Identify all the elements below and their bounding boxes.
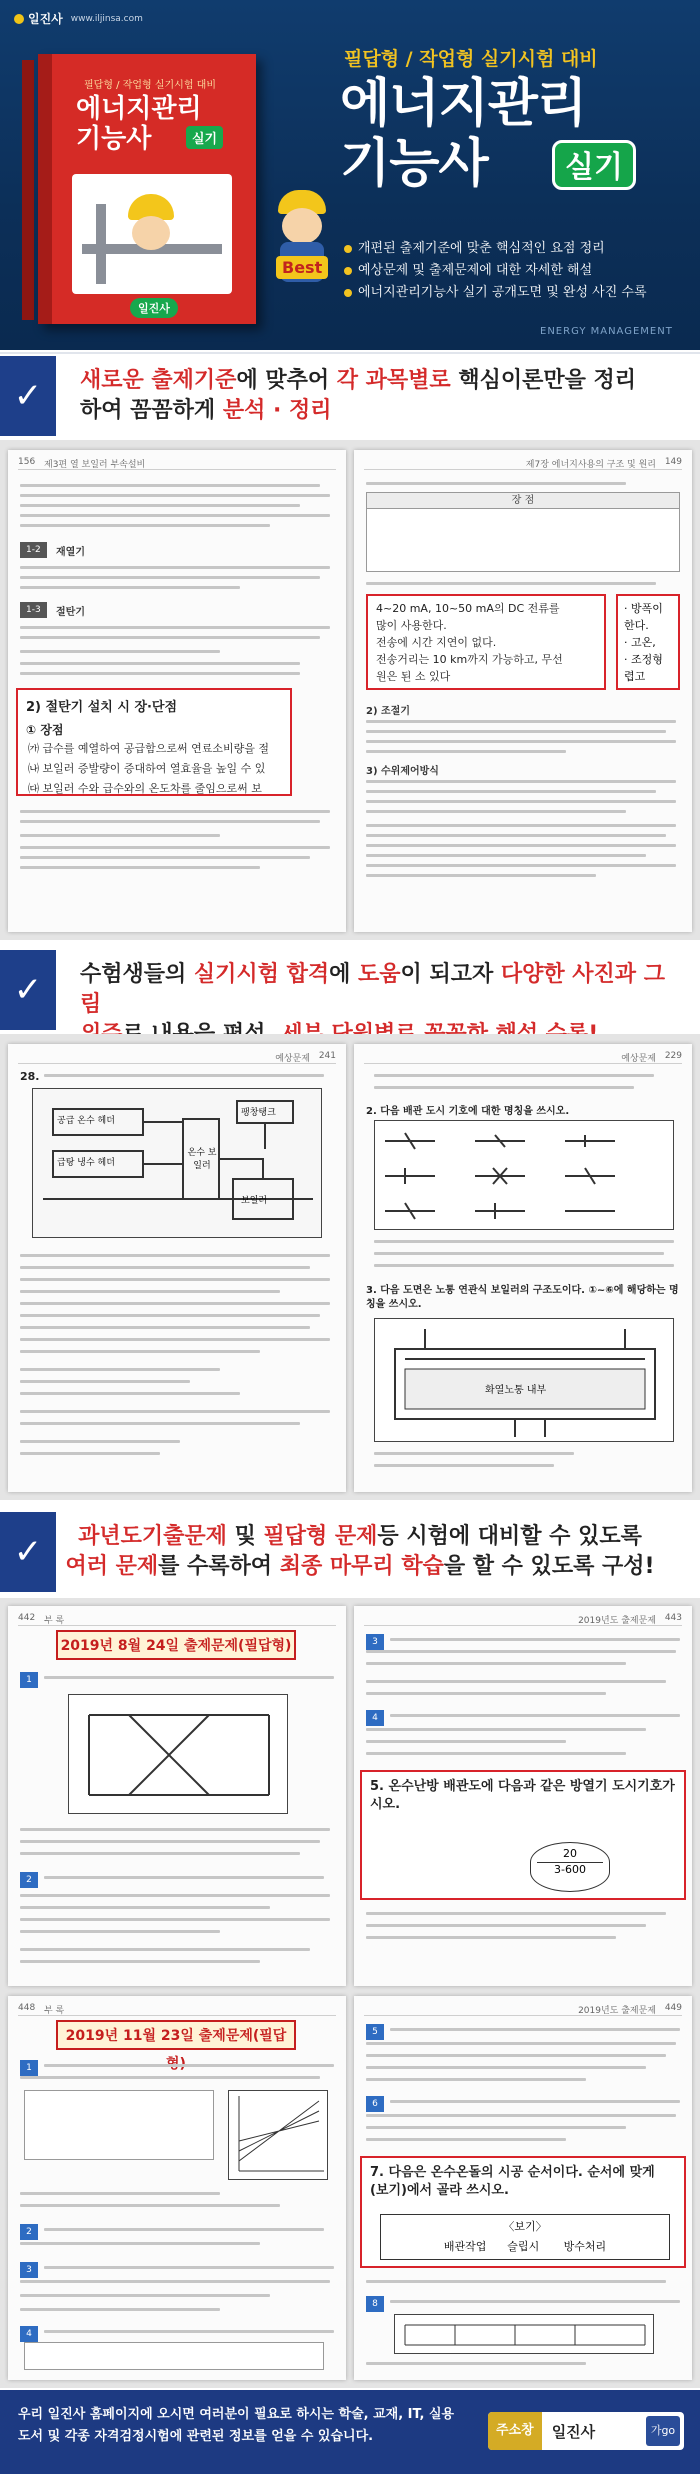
- book-cover: [38, 54, 256, 324]
- page-header-title: 2019년도 출제문제: [578, 2006, 656, 2016]
- checkmark-icon: ✓: [0, 1512, 56, 1592]
- page-number: 229: [664, 1051, 682, 1061]
- page-number: 241: [318, 1051, 336, 1061]
- publisher-logo[interactable]: [14, 10, 143, 27]
- text-line: [366, 2126, 626, 2129]
- text-line: [20, 1254, 330, 1257]
- highlight-item: ㈎ 급수를 예열하여 공급함으로써 연료소비량을 절: [28, 742, 270, 755]
- page-number: 449: [664, 2003, 682, 2013]
- text-line: [366, 800, 676, 803]
- text-line: [366, 790, 656, 793]
- text-line: [20, 650, 220, 653]
- text-line: [20, 504, 300, 507]
- text-line: [20, 1948, 310, 1951]
- text-line: [366, 864, 676, 867]
- question-number-icon: 4: [20, 2326, 38, 2342]
- highlight-line: 전송거리는 10 km까지 가능하고, 무선: [376, 653, 563, 666]
- highlight-title: 2) 절탄기 설치 시 장·단점: [26, 700, 178, 715]
- text-line: [20, 856, 310, 859]
- page-header-title: 제7장 에너지사용의 구조 및 원리: [525, 460, 656, 470]
- section-banner-text: [80, 366, 680, 426]
- data-table: [24, 2090, 214, 2160]
- text-line: [20, 636, 320, 639]
- subsection-title: 3) 수위제어방식: [366, 766, 439, 777]
- book-cover-illustration: [72, 174, 232, 294]
- feature-text: 예상문제 및 출제문제에 대한 자세한 해설: [358, 263, 593, 278]
- highlight-line: 4~20 mA, 10~50 mA의 DC 전류를: [376, 602, 560, 615]
- text-line: [390, 2100, 680, 2103]
- highlight-item: ㈐ 보일러 수와 급수와의 온도차를 줄임으로써 보: [28, 782, 262, 795]
- text-line: [20, 834, 220, 837]
- book-cover-subtitle: 필답형 / 작업형 실기시험 대비: [84, 80, 217, 91]
- symbol-table: [374, 1120, 674, 1230]
- text-line: [20, 2192, 220, 2195]
- text-line: [366, 1912, 666, 1915]
- text-line: [20, 1380, 190, 1383]
- book-cover-title-line1: 에너지관리: [76, 94, 202, 124]
- diagram-label: 팽창탱크: [241, 1108, 276, 1118]
- text-line: [20, 494, 330, 497]
- piping-diagram-svg: [69, 1695, 289, 1815]
- banner-text: 을 할 수 있도록 구성!: [443, 1554, 655, 1579]
- text-line: [20, 1422, 300, 1425]
- book-page-left: [8, 450, 346, 932]
- highlight-box: [366, 594, 606, 690]
- text-line: [374, 1452, 574, 1455]
- subsection-title: 2) 조절기: [366, 706, 410, 717]
- page-header-title: 2019년도 출제문제: [578, 1616, 656, 1626]
- text-line: [390, 1638, 680, 1641]
- text-line: [20, 810, 330, 813]
- book-spine: [22, 60, 34, 320]
- question-number-icon: 6: [366, 2096, 384, 2112]
- text-line: [366, 854, 646, 857]
- section-banner-2: [0, 950, 700, 1030]
- highlight-line: 전송에 시간 지연이 없다.: [376, 636, 497, 649]
- worker-face-icon: [132, 216, 170, 250]
- book-cover-title: [76, 94, 202, 154]
- option-box: [380, 2214, 670, 2260]
- text-line: [374, 1240, 674, 1243]
- book-page-left: [8, 1606, 346, 1986]
- text-line: [20, 2294, 270, 2297]
- text-line: [20, 566, 330, 569]
- mascot-face-icon: [282, 208, 322, 244]
- text-line: [20, 1278, 330, 1281]
- highlight-text: 다양한 사진과 그림: [80, 962, 665, 1017]
- question-number-icon: 5: [366, 2024, 384, 2040]
- text-line: [20, 1852, 300, 1855]
- banner-text: 에: [329, 962, 359, 987]
- page-header-title: 예상문제: [621, 1054, 656, 1064]
- hero-subtitle: 필답형 / 작업형 실기시험 대비: [344, 48, 598, 70]
- text-line: [20, 586, 240, 589]
- section-banner-text: [60, 1522, 660, 1582]
- checkmark-icon: ✓: [0, 356, 56, 436]
- question-number-icon: 2: [20, 1872, 38, 1888]
- section-number: 1-2: [20, 542, 47, 558]
- text-line: [20, 1290, 280, 1293]
- text-line: [366, 2042, 676, 2045]
- text-line: [366, 2138, 566, 2141]
- hero-banner: [0, 0, 700, 350]
- diagram-label: 화열노통 내부: [485, 1385, 547, 1396]
- banner-text: 등 시험에 대비할 수 있도록: [377, 1524, 642, 1549]
- text-line: [366, 730, 666, 733]
- book-page-right: [354, 1606, 692, 1986]
- boiler-diagram: [374, 1318, 674, 1442]
- section-banner-1: [0, 356, 700, 436]
- book-cover-title-line2: 기능사: [76, 124, 152, 154]
- text-line: [20, 1350, 260, 1353]
- text-line: [20, 1338, 330, 1341]
- text-line: [366, 1680, 666, 1683]
- text-line: [366, 780, 676, 783]
- page-number: 443: [664, 1613, 682, 1623]
- banner-text: 및: [226, 1524, 264, 1549]
- highlight-text: 새로운 출제기준: [80, 368, 237, 393]
- text-line: [20, 1302, 330, 1305]
- highlight-text: 각 과목별로: [336, 368, 451, 393]
- text-line: [366, 1752, 626, 1755]
- highlight-text: 필답형 문제: [263, 1524, 378, 1549]
- book-cover-publisher: 일진사: [130, 298, 178, 318]
- piping-diagram: [394, 2314, 654, 2354]
- option-box-items: 배관작업 슬립시 방수처리: [443, 2240, 607, 2253]
- book-page-left: [8, 1996, 346, 2380]
- text-line: [20, 672, 300, 675]
- text-line: [20, 2204, 280, 2207]
- book-spread-diagrams: [0, 1034, 700, 1500]
- section-title: 절탄기: [56, 607, 85, 618]
- text-line: [366, 1740, 566, 1743]
- footer-text: 우리 일진사 홈페이지에 오시면 여러분이 필요로 하시는 학술, 교재, IT, 실용도서 및 각종 자격검정시험에 관련된 정보를 얻을 수 있습니다.: [18, 2407, 455, 2444]
- highlight-text: 최종 마무리 학습: [279, 1554, 444, 1579]
- text-line: [44, 2266, 334, 2269]
- text-line: [44, 2064, 334, 2067]
- text-line: [20, 576, 320, 579]
- text-line: [374, 1074, 654, 1077]
- page-header-title: 예상문제: [275, 1054, 310, 1064]
- page-number: 442: [18, 1613, 36, 1623]
- go-button[interactable]: 가go: [646, 2416, 680, 2446]
- hero-title-line2: 기능사: [340, 134, 488, 194]
- page-header: [364, 1050, 682, 1064]
- text-line: [20, 846, 330, 849]
- question-number-icon: 3: [366, 1634, 384, 1650]
- checkmark-icon: ✓: [0, 950, 56, 1030]
- text-line: [20, 1960, 260, 1963]
- highlight-text: 도움: [358, 962, 401, 987]
- feature-list: [344, 238, 647, 304]
- feature-item: [344, 282, 647, 304]
- feature-text: 에너지관리기능사 실기 공개도면 및 완성 사진 수록: [358, 285, 647, 300]
- text-line: [20, 524, 270, 527]
- highlight-box: [16, 688, 292, 796]
- text-line: [20, 820, 320, 823]
- book-page-right: [354, 1044, 692, 1492]
- text-line: [366, 582, 656, 585]
- book-cover-badge: 실기: [186, 126, 223, 149]
- text-line: [374, 1264, 674, 1267]
- text-line: [20, 1894, 330, 1897]
- page-number: 448: [18, 2003, 36, 2013]
- data-table: [24, 2342, 324, 2370]
- text-line: [366, 2066, 646, 2069]
- exam-heading: 2019년 8월 24일 출제문제(필답형): [56, 1630, 296, 1660]
- banner-text: 이 되고자: [400, 962, 501, 987]
- book-page-right: [354, 1996, 692, 2380]
- text-line: [366, 720, 676, 723]
- page-header-title: 제3편 열 보일러 부속설비: [44, 460, 146, 470]
- text-line: [20, 2280, 330, 2283]
- page-header: [364, 456, 682, 470]
- text-line: [390, 2028, 680, 2031]
- question-text: 3. 다음 도면은 노통 연관식 보일러의 구조도이다. ①~⑥에 해당하는 명칭을 쓰시오.: [366, 1285, 679, 1310]
- text-line: [366, 1650, 676, 1653]
- address-bar[interactable]: [488, 2412, 684, 2450]
- highlight-line: 렵고: [624, 670, 646, 683]
- text-line: [44, 2228, 324, 2231]
- text-line: [20, 1326, 310, 1329]
- highlight-line: · 조정형: [624, 653, 663, 666]
- piping-diagram: [68, 1694, 288, 1814]
- banner-text: 핵심이론만을 정리: [450, 368, 637, 393]
- table-header: 장 점: [367, 493, 679, 509]
- text-line: [20, 484, 320, 487]
- page-number: 149: [664, 457, 682, 467]
- text-line: [390, 2300, 680, 2303]
- banner-text: 하여 꼼꼼하게: [80, 398, 223, 423]
- page-header: [18, 1612, 336, 1626]
- text-line: [20, 1828, 330, 1831]
- radiator-symbol: [530, 1842, 610, 1892]
- text-line: [20, 662, 300, 665]
- text-line: [20, 1840, 320, 1843]
- highlight-text: 분석 · 정리: [222, 398, 332, 423]
- feature-item: [344, 260, 647, 282]
- highlight-line: · 고온,: [624, 636, 656, 649]
- text-line: [366, 1662, 626, 1665]
- bullet-icon: [344, 289, 352, 297]
- diagram-label: 보일러: [241, 1196, 268, 1206]
- best-badge: Best: [276, 256, 328, 279]
- text-line: [20, 2242, 260, 2245]
- banner-text: 에 맞추어: [236, 368, 337, 393]
- question-text: 2. 다음 배관 도시 기호에 대한 명칭을 쓰시오.: [366, 1106, 570, 1117]
- symbol-table-svg: [375, 1121, 675, 1231]
- banner-text: 를 수록하여: [158, 1554, 280, 1579]
- highlight-box: [360, 2156, 686, 2268]
- text-line: [374, 1252, 664, 1255]
- text-line: [366, 2054, 666, 2057]
- option-box-title: 〈보기〉: [503, 2220, 547, 2233]
- question-number: 28.: [20, 1070, 40, 1083]
- address-bar-label: 주소창: [488, 2412, 542, 2450]
- hero-title-line1: 에너지관리: [340, 74, 587, 134]
- page-header: [18, 456, 336, 470]
- chart-figure-svg: [229, 2091, 329, 2181]
- book-spread-theory: [0, 440, 700, 940]
- bullet-icon: [344, 267, 352, 275]
- text-line: [366, 844, 676, 847]
- book-page-right: [354, 450, 692, 932]
- text-line: [20, 1440, 180, 1443]
- question-number-icon: 3: [20, 2262, 38, 2278]
- page-header: [18, 1050, 336, 1064]
- text-line: [44, 1876, 324, 1879]
- text-line: [366, 740, 676, 743]
- page-header-title: 부 록: [44, 2006, 65, 2016]
- book-page-left: [8, 1044, 346, 1492]
- pipe-graphic: [96, 204, 106, 284]
- feature-text: 개편된 출제기준에 맞춘 핵심적인 요점 정리: [358, 241, 605, 256]
- text-line: [374, 1464, 554, 1467]
- exam-heading: 2019년 11월 23일 출제문제(필답: [56, 2020, 296, 2050]
- logo-icon: [14, 14, 24, 24]
- watermark-text: ENERGY MANAGEMENT: [540, 326, 673, 337]
- feature-item: [344, 238, 647, 260]
- text-line: [20, 1266, 310, 1269]
- text-line: [44, 2330, 334, 2333]
- page-header: [18, 2002, 336, 2016]
- chart-figure: [228, 2090, 328, 2180]
- diagram-label: 온수 보일러: [187, 1148, 217, 1171]
- page-header-title: 부 록: [44, 1616, 65, 1626]
- text-line: [20, 866, 260, 869]
- highlight-line: 원은 된 소 있다: [376, 670, 451, 683]
- section-banner-3: [0, 1512, 700, 1592]
- highlight-question: 7. 다음은 온수온돌의 시공 순서이다. 순서에 맞게 (보기)에서 골라 쓰시오.: [370, 2165, 655, 2198]
- banner-text: 수험생들의: [80, 962, 194, 987]
- publisher-name: 일진사: [28, 12, 63, 26]
- radiator-symbol-value: 3-600: [537, 1862, 603, 1876]
- question-number-icon: 2: [20, 2224, 38, 2240]
- text-line: [44, 1676, 334, 1679]
- highlight-text: 실기시험 합격: [193, 962, 330, 987]
- text-line: [20, 1314, 320, 1317]
- text-line: [366, 2280, 666, 2283]
- piping-diagram: [32, 1088, 322, 1238]
- text-line: [20, 1392, 240, 1395]
- highlight-text: 여러 문제: [65, 1554, 159, 1579]
- divider: [0, 352, 700, 354]
- section-title: 재열기: [56, 547, 85, 558]
- question-number-icon: 1: [20, 1672, 38, 1688]
- text-line: [366, 1924, 646, 1927]
- highlight-line: · 방폭이: [624, 602, 663, 615]
- highlight-box: [616, 594, 680, 690]
- footer: [0, 2390, 700, 2474]
- text-line: [374, 1086, 634, 1089]
- piping-diagram-svg: [395, 2315, 655, 2355]
- text-line: [20, 1410, 330, 1413]
- address-bar-value[interactable]: 일진사: [551, 2422, 596, 2441]
- text-line: [366, 750, 566, 753]
- text-line: [366, 482, 626, 485]
- page-number: 156: [18, 457, 36, 467]
- diagram-label: 급탕 냉수 헤더: [57, 1158, 115, 1168]
- text-line: [366, 834, 666, 837]
- text-line: [20, 1368, 220, 1371]
- book-spread-exams: [0, 1598, 700, 2388]
- text-line: [20, 1918, 330, 1921]
- comparison-table: [366, 492, 680, 572]
- highlight-subtitle: ① 장점: [26, 723, 64, 737]
- text-line: [366, 874, 596, 877]
- page-header: [364, 2002, 682, 2016]
- text-line: [366, 810, 626, 813]
- hero-badge: 실기: [552, 140, 636, 190]
- text-line: [390, 1714, 680, 1717]
- text-line: [366, 2078, 586, 2081]
- section-number: 1-3: [20, 602, 47, 618]
- text-line: [366, 824, 676, 827]
- highlight-box: [360, 1770, 686, 1900]
- highlight-question: 5. 온수난방 배관도에 다음과 같은 방열기 도시기호가 시오.: [370, 1779, 675, 1812]
- page-header: [364, 1612, 682, 1626]
- text-line: [20, 1906, 270, 1909]
- text-line: [366, 1936, 616, 1939]
- text-line: [20, 514, 330, 517]
- highlight-item: ㈏ 보일러 증발량이 증대하여 열효율을 높일 수 있: [28, 762, 266, 775]
- text-line: [20, 626, 330, 629]
- question-number-icon: 4: [366, 1710, 384, 1726]
- text-line: [44, 1074, 324, 1077]
- text-line: [20, 2308, 220, 2311]
- diagram-label: 공급 온수 헤더: [57, 1116, 115, 1126]
- highlight-text: 과년도기출문제: [78, 1524, 227, 1549]
- highlight-line: 많이 사용한다.: [376, 619, 447, 632]
- text-line: [366, 2362, 586, 2365]
- text-line: [20, 1930, 220, 1933]
- question-number-icon: 1: [20, 2060, 38, 2076]
- text-line: [366, 1728, 646, 1731]
- text-line: [20, 1452, 160, 1455]
- radiator-symbol-value: 20: [563, 1847, 577, 1860]
- bullet-icon: [344, 245, 352, 253]
- hero-title: [340, 74, 586, 194]
- text-line: [366, 1692, 606, 1695]
- highlight-line: 한다.: [624, 619, 649, 632]
- text-line: [366, 2114, 676, 2117]
- text-line: [20, 2076, 320, 2079]
- publisher-url: www.iljinsa.com: [70, 13, 143, 24]
- question-number-icon: 8: [366, 2296, 384, 2312]
